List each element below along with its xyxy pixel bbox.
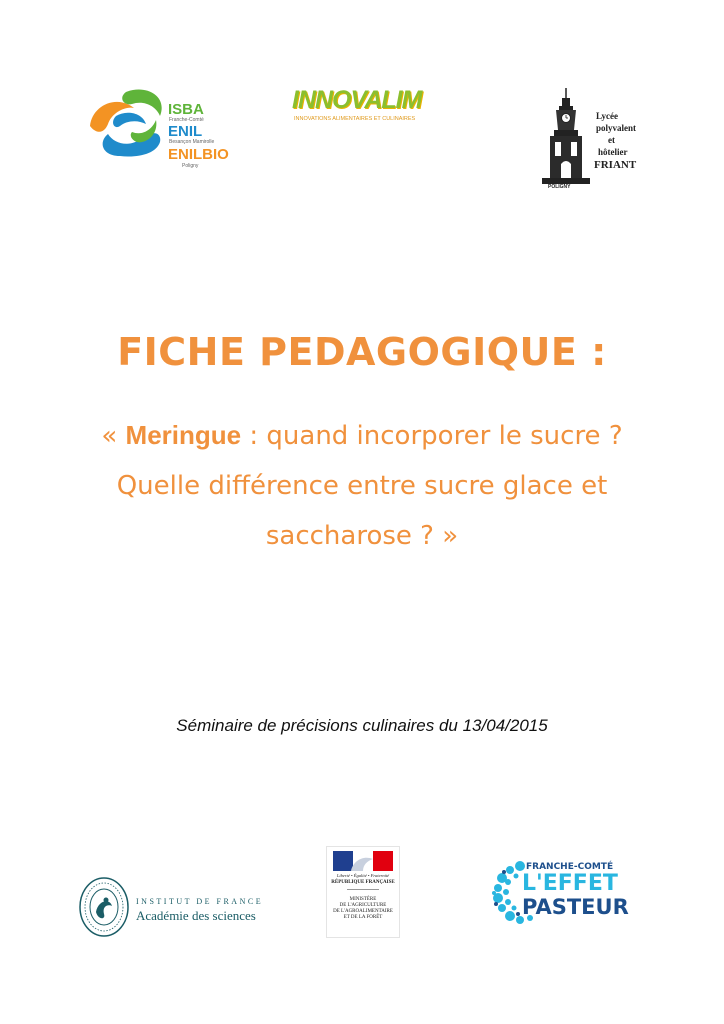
marianne-flag-icon [333, 851, 393, 871]
lycee-line-2: polyvalent [596, 123, 637, 133]
lycee-line-1: Lycée [596, 111, 618, 121]
seminar-line: Séminaire de précisions culinaires du 13/04/2015 [176, 716, 548, 735]
effet-pasteur-logo [490, 858, 630, 928]
pasteur-line-2: L'EFFET [522, 871, 618, 896]
academie-line-1: INSTITUT DE FRANCE [136, 897, 264, 906]
page-title: FICHE PEDAGOGIQUE : [117, 330, 607, 374]
ministere-line-3: DE L'AGROALIMENTAIRE [333, 909, 393, 914]
innovalim-tagline: INNOVATIONS ALIMENTAIRES ET CULINAIRES [294, 116, 416, 122]
subtitle-keyword: Meringue [125, 420, 242, 450]
isba-label: ISBA [168, 101, 204, 118]
isba-swirl-icon [86, 86, 176, 166]
enilbio-label: ENILBIO [168, 146, 229, 163]
ministere-motto: Liberté • Égalité • Fraternité [336, 873, 390, 878]
republique-label: RÉPUBLIQUE FRANÇAISE [331, 880, 395, 885]
lycee-line-4: hôtelier [598, 147, 628, 157]
subtitle-open-quote: « [101, 421, 126, 451]
ministere-line-1: MINISTÈRE [349, 897, 377, 902]
innovalim-logo [292, 88, 434, 128]
pasteur-line-3: PASTEUR [522, 895, 629, 919]
academie-seal-icon [78, 876, 130, 938]
lycee-friant-logo [538, 86, 648, 194]
isba-sub-label: Franche-Comté [169, 117, 204, 123]
clock-tower-icon [538, 86, 594, 194]
innovalim-name: INNOVALIM [292, 86, 422, 114]
lycee-line-3: et [608, 135, 615, 145]
enil-label: ENIL [168, 123, 203, 140]
isba-enil-logo [86, 86, 256, 176]
lycee-line-5: FRIANT [594, 159, 637, 171]
ministere-divider [347, 889, 379, 890]
ministere-line-2: DE L'AGRICULTURE [339, 903, 387, 908]
academie-line-2: Académie des sciences [136, 908, 256, 923]
pasteur-line-1: FRANCHE-COMTÉ [526, 862, 614, 872]
ministere-line-4: ET DE LA FORÊT [343, 915, 383, 920]
ministere-logo [326, 846, 400, 938]
enil-sub-label: Besançon Mamirolle [169, 139, 215, 145]
subtitle [90, 410, 634, 561]
subtitle-rest: : quand incorporer le sucre ? Quelle différence entre sucre glace et saccharose ? » [116, 421, 623, 551]
academie-logo [78, 876, 298, 940]
poligny-label: POLIGNY [548, 184, 571, 190]
enilbio-sub-label: Poligny [182, 163, 199, 169]
